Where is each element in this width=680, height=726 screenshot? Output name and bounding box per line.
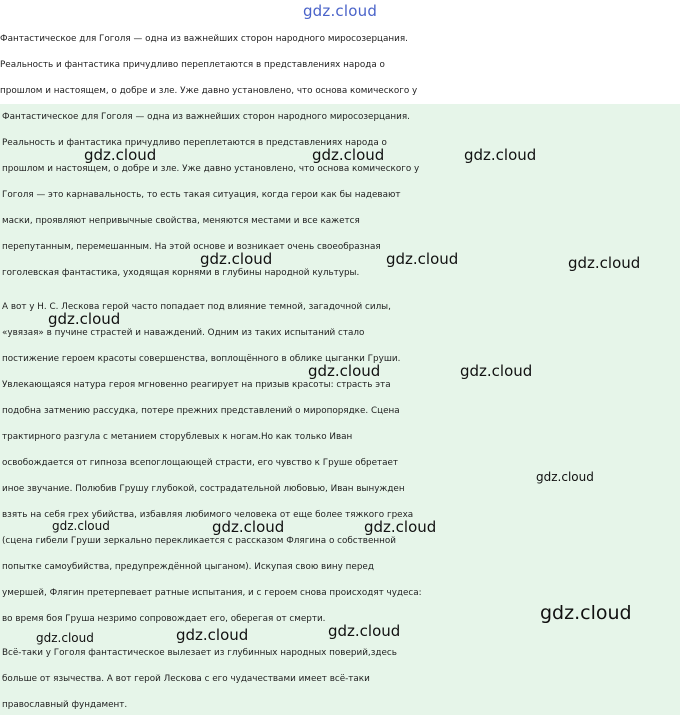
text-line: гоголевская фантастика, уходящая корнями в глубины народной культуры.	[2, 268, 360, 278]
watermark: gdz.cloud	[52, 519, 110, 533]
text-line: маски, проявляют непривычные свойства, меняются местами и все кажется	[2, 216, 360, 226]
text-line: иное звучание. Полюбив Грушу глубокой, сострадательной любовью, Иван вынужден	[2, 484, 405, 494]
text-line: А вот у Н. С. Лескова герой часто попадает под влияние темной, загадочной силы,	[2, 302, 391, 312]
watermark: gdz.cloud	[568, 254, 641, 272]
text-line: Гоголя — это карнавальность, то есть такая ситуация, когда герои как бы надевают	[2, 190, 401, 200]
watermark: gdz.cloud	[84, 146, 157, 164]
text-line: трактирного разгула с метанием сторублевых к ногам.Но как только Иван	[2, 432, 353, 442]
text-line: умершей, Флягин претерпевает ратные испытания, и с героем снова происходят чудеса:	[2, 588, 422, 598]
watermark: gdz.cloud	[48, 310, 121, 328]
site-logo[interactable]: gdz.cloud	[302, 2, 378, 20]
watermark: gdz.cloud	[308, 362, 381, 380]
text-line: Фантастическое для Гоголя — одна из важнейших сторон народного миросозерцания.	[2, 112, 410, 122]
text-line: (сцена гибели Груши зеркально перекликается с рассказом Флягина о собственной	[2, 536, 396, 546]
text-line: взять на себя грех убийства, избавляя любимого человека от еще более тяжкого греха	[2, 510, 414, 520]
watermark: gdz.cloud	[328, 622, 401, 640]
watermark: gdz.cloud	[200, 250, 273, 268]
text-line: освобождается от гипноза всепоглощающей страсти, его чувство к Груше обретает	[2, 458, 399, 468]
text-line: Реальность и фантастика причудливо переплетаются в представлениях народа о	[0, 60, 385, 70]
text-line: Увлекающаяся натура героя мгновенно реагирует на призыв красоты: страсть эта	[2, 380, 391, 390]
watermark: gdz.cloud	[176, 626, 249, 644]
watermark: gdz.cloud	[364, 518, 437, 536]
answer-paragraph	[2, 294, 678, 632]
text-line: православный фундамент.	[2, 700, 128, 710]
text-line: больше от язычества. А вот герой Лескова с его чудачествами имеет всё-таки	[2, 674, 370, 684]
text-line: прошлом и настоящем, о добре и зле. Уже давно установлено, что основа комического у	[0, 86, 418, 96]
watermark: gdz.cloud	[536, 470, 594, 484]
text-line: перепутанным, перемешанным. На этой основе и возникает очень своеобразная	[2, 242, 381, 252]
watermark: gdz.cloud	[540, 602, 632, 624]
text-line: Реальность и фантастика причудливо переплетаются в представлениях народа о	[2, 138, 387, 148]
text-line: постижение героем красоты совершенства, воплощённого в облике цыганки Груши.	[2, 354, 401, 364]
answer-paragraph	[2, 640, 678, 718]
text-line: Всё-таки у Гоголя фантастическое вылезает из глубинных народных поверий,здесь	[2, 648, 397, 658]
text-line: прошлом и настоящем, о добре и зле. Уже давно установлено, что основа комического у	[2, 164, 420, 174]
text-line: попытке самоубийства, предупреждённой цыганом). Искупая свою вину перед	[2, 562, 374, 572]
watermark: gdz.cloud	[460, 362, 533, 380]
text-line: подобна затмению рассудка, потере прежних представлений о миропорядке. Сцена	[2, 406, 400, 416]
watermark: gdz.cloud	[312, 146, 385, 164]
watermark: gdz.cloud	[36, 631, 94, 645]
watermark: gdz.cloud	[212, 518, 285, 536]
watermark: gdz.cloud	[386, 250, 459, 268]
text-line: «увязая» в пучине страстей и наваждений. Одним из таких испытаний стало	[2, 328, 365, 338]
text-line: во время боя Груша незримо сопровождает его, оберегая от смерти.	[2, 614, 326, 624]
text-line: Фантастическое для Гоголя — одна из важнейших сторон народного миросозерцания.	[0, 34, 408, 44]
watermark: gdz.cloud	[464, 146, 537, 164]
question-text	[0, 26, 680, 104]
